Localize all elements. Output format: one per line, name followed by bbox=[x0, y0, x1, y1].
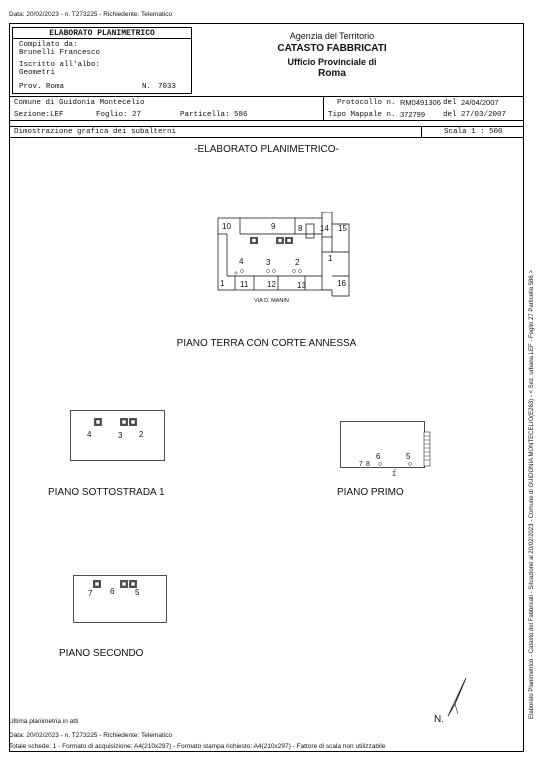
numero-label: N. bbox=[142, 83, 152, 91]
tipo-value: 372799 bbox=[400, 110, 426, 119]
via-label: VIA D. MANIN bbox=[254, 298, 289, 304]
plan-number: 12 bbox=[267, 280, 276, 289]
plan-number: 3 bbox=[118, 431, 123, 440]
iscritto-label: Iscritto all'albo: bbox=[19, 61, 101, 69]
plan-number: 8 bbox=[366, 461, 370, 468]
plan-number: 1 bbox=[392, 471, 396, 478]
piano-sottostrada-label: PIANO SOTTOSTRADA 1 bbox=[48, 487, 165, 498]
plan-number: 16 bbox=[337, 279, 346, 288]
piano-terra-label: PIANO TERRA CON CORTE ANNESSA bbox=[176, 338, 357, 349]
sezione-field: Sezione:LEF bbox=[14, 111, 64, 119]
plan-number: 5 bbox=[135, 588, 140, 597]
plan-number: 4 bbox=[239, 257, 244, 266]
plan-number: 6 bbox=[376, 452, 381, 461]
plan-number: 1 bbox=[220, 279, 225, 288]
prov-label: Prov. Roma bbox=[19, 83, 65, 91]
plan-number: 13 bbox=[297, 281, 306, 290]
tipo-date: del 27/03/2007 bbox=[443, 111, 507, 119]
plan-number: 6 bbox=[110, 587, 115, 596]
form-title: ELABORATO PLANIMETRICO bbox=[49, 28, 155, 38]
drawing-title: -ELABORATO PLANIMETRICO- bbox=[194, 144, 339, 155]
iscritto-value: Geometri bbox=[19, 69, 56, 77]
plan-number: 7 bbox=[88, 589, 93, 598]
plan-number: 5 bbox=[406, 452, 411, 461]
foglio-field: Foglio: 27 bbox=[96, 111, 142, 119]
ultima-planimetria: Ultima planimetria in atti bbox=[9, 718, 79, 725]
side-caption: Elaborato Planimetrico - Catasto dei Fabbricati - Situazione al 20/02/2023 - Comune di GUIDONIA MONTECELIO(E263) - < Sez. urbana LEF - Foglio 27 Particella 586 > bbox=[529, 270, 535, 719]
plan-number: 10 bbox=[222, 222, 231, 231]
plan-number: 2 bbox=[295, 258, 300, 267]
catasto-title: CATASTO FABBRICATI bbox=[277, 43, 387, 54]
plan-number: 1 bbox=[328, 254, 333, 263]
comune-field: Comune di Guidonia Montecelio bbox=[14, 99, 145, 107]
protocollo-date: 24/04/2007 bbox=[461, 98, 499, 107]
numero-value: 7033 bbox=[158, 83, 177, 91]
dimostrazione-label: Dimostrazione grafica dei subalterni bbox=[14, 128, 177, 136]
ufficio-label: Ufficio Provinciale di bbox=[287, 57, 377, 67]
particella-field: Particella: 586 bbox=[180, 111, 248, 119]
footer-date-stamp: Data: 20/02/2023 - n. T273225 - Richiedente: Telematico bbox=[9, 732, 173, 739]
protocollo-label: Protocollo n. bbox=[337, 99, 396, 107]
compilato-name: Brunelli Francesco bbox=[19, 49, 101, 57]
plan-number: 11 bbox=[240, 280, 249, 289]
piano-primo-plan bbox=[340, 418, 436, 476]
plan-number: 9 bbox=[271, 222, 276, 231]
plan-number: 3 bbox=[266, 258, 271, 267]
ufficio-city: Roma bbox=[318, 68, 346, 79]
plan-number: 7 bbox=[359, 461, 363, 468]
plan-number: 2 bbox=[139, 430, 144, 439]
protocollo-value: RM0491306 bbox=[400, 98, 441, 107]
piano-secondo-plan bbox=[73, 575, 169, 625]
piano-secondo-label: PIANO SECONDO bbox=[59, 648, 144, 659]
plan-number: 14 bbox=[320, 224, 329, 233]
plan-number: 15 bbox=[338, 224, 347, 233]
piano-primo-label: PIANO PRIMO bbox=[337, 487, 404, 498]
piano-terra-plan bbox=[210, 212, 355, 312]
protocollo-del-label: del bbox=[443, 99, 457, 107]
scala-label: Scala 1 : 500 bbox=[444, 128, 503, 136]
plan-number: 8 bbox=[298, 224, 303, 233]
plan-number: 4 bbox=[87, 430, 92, 439]
agency-name: Agenzia del Territorio bbox=[289, 31, 375, 41]
tipo-label: Tipo Mappale n. bbox=[328, 111, 396, 119]
footer-totale: Totale schede: 1 - Formato di acquisizione: A4(210x297) - Formato stampa richiesto: A4(210x297) - Fattore di scala non utilizzabile bbox=[9, 743, 386, 750]
top-date-stamp: Data: 20/02/2023 - n. T273225 - Richiedente: Telematico bbox=[9, 11, 173, 18]
north-label: N. bbox=[434, 714, 444, 725]
compilato-label: Compilato da: bbox=[19, 41, 78, 49]
